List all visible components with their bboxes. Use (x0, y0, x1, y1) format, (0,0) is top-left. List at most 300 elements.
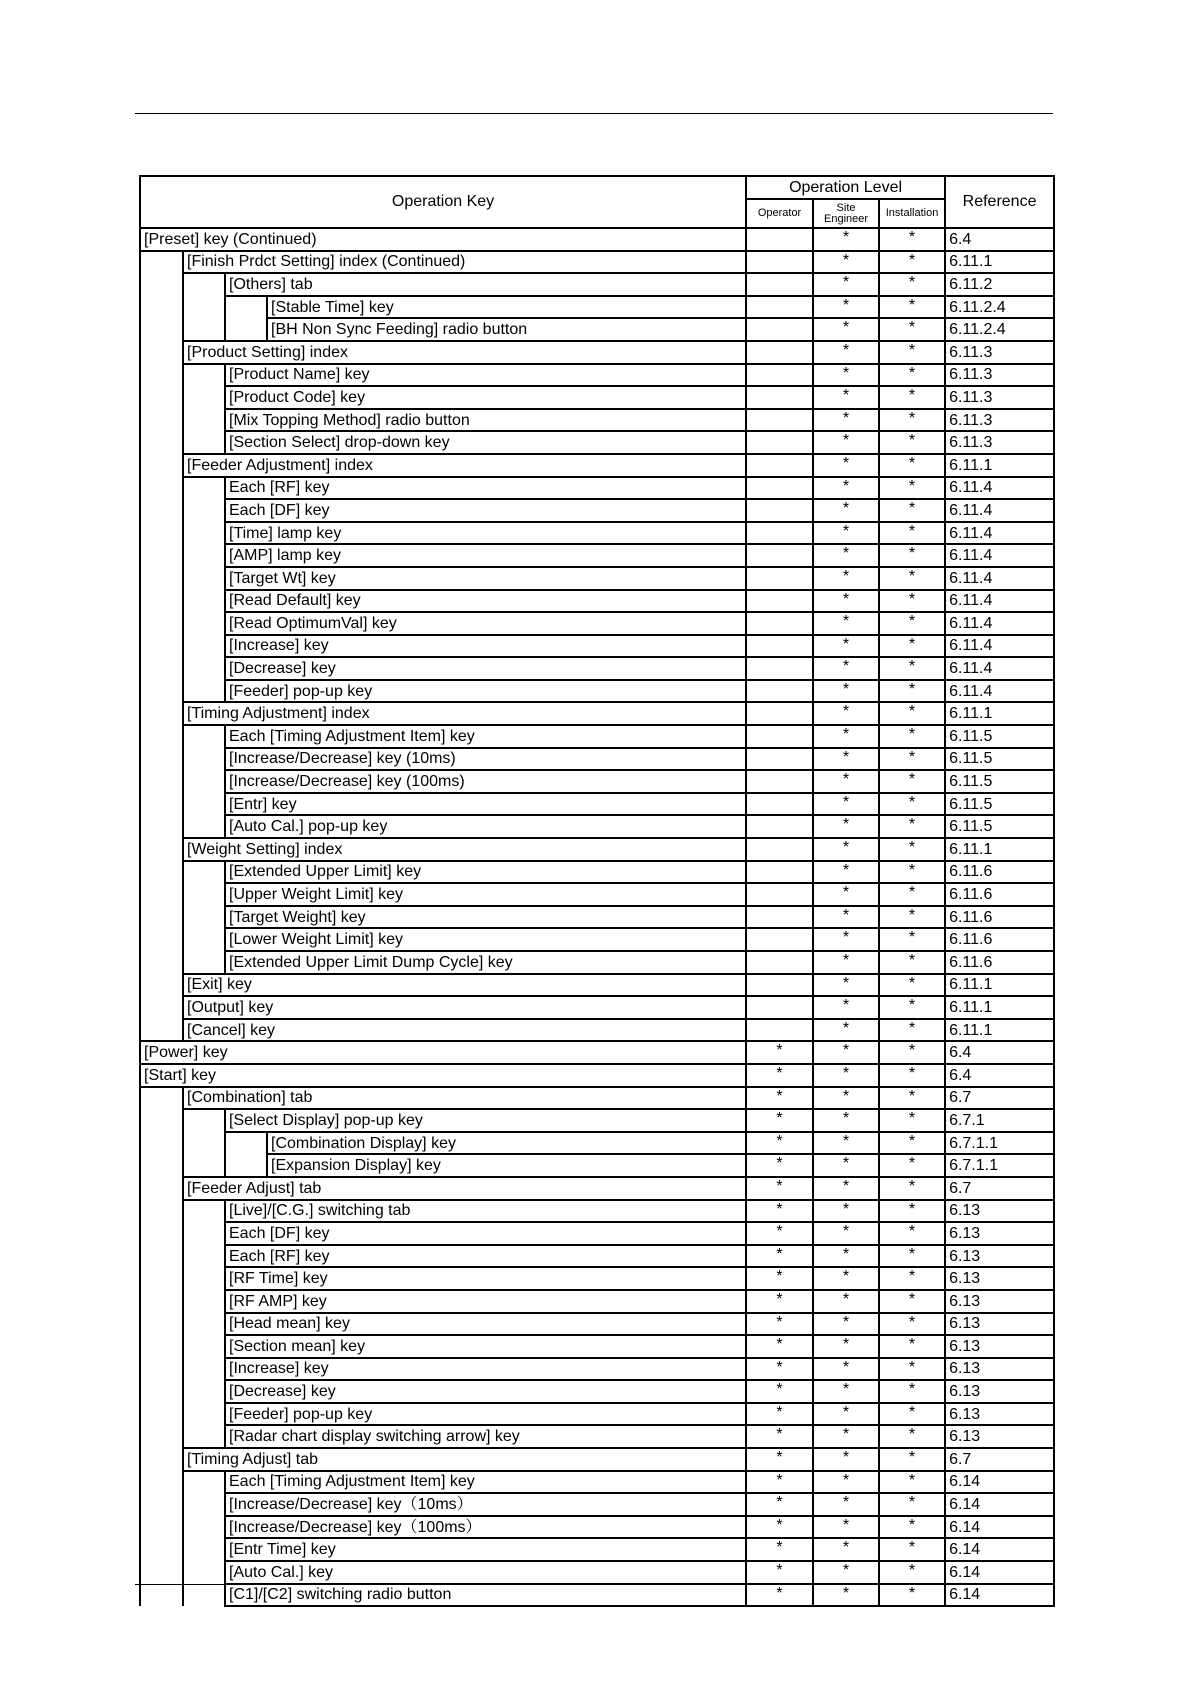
indent-cell (140, 928, 183, 951)
installation-cell: * (879, 883, 945, 906)
installation-cell: * (879, 567, 945, 590)
installation-cell: * (879, 1516, 945, 1539)
operator-cell (746, 883, 813, 906)
indent-cell (183, 544, 225, 567)
installation-cell: * (879, 725, 945, 748)
site-engineer-cell: * (813, 1019, 879, 1042)
operator-cell: * (746, 1471, 813, 1494)
table-row (140, 815, 1054, 838)
installation-cell: * (879, 1267, 945, 1290)
indent-cell (140, 748, 183, 771)
operator-cell (746, 364, 813, 387)
installation-cell: * (879, 1290, 945, 1313)
indent-cell (183, 612, 225, 635)
indent-cell (140, 273, 183, 296)
header-installation: Installation (879, 199, 945, 228)
site-engineer-cell: * (813, 702, 879, 725)
table-row (140, 544, 1054, 567)
table-row (140, 590, 1054, 613)
operator-cell (746, 996, 813, 1019)
table-row (140, 296, 1054, 319)
indent-cell (225, 1132, 267, 1155)
indent-cell (183, 793, 225, 816)
operator-cell (746, 522, 813, 545)
installation-cell: * (879, 1358, 945, 1381)
indent-cell (140, 861, 183, 884)
indent-cell (140, 296, 183, 319)
operation-key-cell: [Select Display] pop-up key (225, 1109, 746, 1132)
indent-cell (183, 364, 225, 387)
operation-key-cell: [Entr] key (225, 793, 746, 816)
operator-cell: * (746, 1222, 813, 1245)
operator-cell: * (746, 1335, 813, 1358)
indent-cell (183, 296, 225, 319)
indent-cell (140, 1471, 183, 1494)
reference-cell: 6.7.1.1 (945, 1154, 1054, 1177)
table-row (140, 1561, 1054, 1584)
operation-key-cell: [Auto Cal.] pop-up key (225, 815, 746, 838)
operation-key-cell: [Increase/Decrease] key (100ms) (225, 770, 746, 793)
table-row (140, 1267, 1054, 1290)
operator-cell: * (746, 1493, 813, 1516)
operator-cell (746, 793, 813, 816)
site-engineer-cell: * (813, 409, 879, 432)
operation-key-cell: [AMP] lamp key (225, 544, 746, 567)
reference-cell: 6.13 (945, 1403, 1054, 1426)
operator-cell (746, 544, 813, 567)
reference-cell: 6.11.1 (945, 1019, 1054, 1042)
reference-cell: 6.4 (945, 1064, 1054, 1087)
reference-cell: 6.14 (945, 1561, 1054, 1584)
header-operation-key: Operation Key (140, 176, 746, 228)
table-row (140, 228, 1054, 251)
site-engineer-cell: * (813, 838, 879, 861)
reference-cell: 6.11.3 (945, 431, 1054, 454)
operation-key-cell: [Start] key (140, 1064, 746, 1087)
operation-key-cell: [Output] key (183, 996, 746, 1019)
reference-cell: 6.11.5 (945, 815, 1054, 838)
site-engineer-cell: * (813, 1154, 879, 1177)
table-row (140, 499, 1054, 522)
indent-cell (183, 906, 225, 929)
table-row (140, 1380, 1054, 1403)
operation-key-cell: [Section mean] key (225, 1335, 746, 1358)
indent-cell (140, 544, 183, 567)
indent-cell (183, 409, 225, 432)
operation-key-cell: [Feeder] pop-up key (225, 1403, 746, 1426)
operation-key-cell: [Timing Adjust] tab (183, 1448, 746, 1471)
site-engineer-cell: * (813, 1448, 879, 1471)
reference-cell: 6.11.5 (945, 770, 1054, 793)
indent-cell (140, 1516, 183, 1539)
indent-cell (140, 815, 183, 838)
operator-cell: * (746, 1132, 813, 1155)
site-engineer-cell: * (813, 273, 879, 296)
installation-cell: * (879, 386, 945, 409)
reference-cell: 6.11.4 (945, 499, 1054, 522)
operator-cell (746, 431, 813, 454)
operation-key-cell: [RF Time] key (225, 1267, 746, 1290)
indent-cell (140, 1493, 183, 1516)
indent-cell (140, 1538, 183, 1561)
table-row (140, 567, 1054, 590)
reference-cell: 6.11.1 (945, 996, 1054, 1019)
operation-key-cell: [Power] key (140, 1041, 746, 1064)
operator-cell (746, 906, 813, 929)
operation-key-cell: [Product Code] key (225, 386, 746, 409)
indent-cell (183, 1245, 225, 1268)
installation-cell: * (879, 454, 945, 477)
indent-cell (140, 590, 183, 613)
indent-cell (183, 1154, 225, 1177)
table-row (140, 1313, 1054, 1336)
installation-cell: * (879, 702, 945, 725)
operation-key-cell: [C1]/[C2] switching radio button (225, 1584, 746, 1607)
table-row (140, 1538, 1054, 1561)
site-engineer-cell: * (813, 1109, 879, 1132)
indent-cell (140, 1448, 183, 1471)
indent-cell (140, 906, 183, 929)
reference-cell: 6.13 (945, 1358, 1054, 1381)
indent-cell (140, 1267, 183, 1290)
installation-cell: * (879, 1154, 945, 1177)
indent-cell (140, 454, 183, 477)
indent-cell (225, 318, 267, 341)
table-row (140, 725, 1054, 748)
installation-cell: * (879, 861, 945, 884)
table-row (140, 657, 1054, 680)
indent-cell (140, 364, 183, 387)
table-row (140, 251, 1054, 274)
operator-cell (746, 680, 813, 703)
indent-cell (140, 883, 183, 906)
installation-cell: * (879, 318, 945, 341)
operator-cell (746, 341, 813, 364)
installation-cell: * (879, 1403, 945, 1426)
site-engineer-cell: * (813, 612, 879, 635)
operation-key-cell: [Decrease] key (225, 657, 746, 680)
indent-cell (140, 477, 183, 500)
operator-cell: * (746, 1109, 813, 1132)
table-row (140, 702, 1054, 725)
site-engineer-cell: * (813, 477, 879, 500)
indent-cell (140, 1561, 183, 1584)
operation-key-cell: [Decrease] key (225, 1380, 746, 1403)
operation-key-cell: [Stable Time] key (267, 296, 746, 319)
installation-cell: * (879, 228, 945, 251)
indent-cell (140, 1335, 183, 1358)
operator-cell: * (746, 1358, 813, 1381)
indent-cell (140, 522, 183, 545)
reference-cell: 6.13 (945, 1313, 1054, 1336)
header-rule (135, 113, 1053, 114)
reference-cell: 6.7 (945, 1087, 1054, 1110)
site-engineer-cell: * (813, 793, 879, 816)
operator-cell (746, 725, 813, 748)
reference-cell: 6.11.4 (945, 567, 1054, 590)
operation-key-cell: [Extended Upper Limit] key (225, 861, 746, 884)
installation-cell: * (879, 793, 945, 816)
operation-key-cell: [Entr Time] key (225, 1538, 746, 1561)
operator-cell (746, 499, 813, 522)
installation-cell: * (879, 928, 945, 951)
site-engineer-cell: * (813, 657, 879, 680)
indent-cell (183, 1358, 225, 1381)
site-engineer-cell: * (813, 974, 879, 997)
indent-cell (183, 951, 225, 974)
indent-cell (140, 1109, 183, 1132)
reference-cell: 6.11.4 (945, 657, 1054, 680)
indent-cell (140, 657, 183, 680)
site-engineer-cell: * (813, 815, 879, 838)
indent-cell (140, 725, 183, 748)
indent-cell (140, 1154, 183, 1177)
reference-cell: 6.11.3 (945, 341, 1054, 364)
operator-cell (746, 838, 813, 861)
indent-cell (183, 748, 225, 771)
installation-cell: * (879, 1177, 945, 1200)
indent-cell (140, 1200, 183, 1223)
operator-cell: * (746, 1245, 813, 1268)
indent-cell (183, 1200, 225, 1223)
operation-key-cell: [Combination] tab (183, 1087, 746, 1110)
header-operation-level: Operation Level (746, 176, 945, 199)
table-row (140, 928, 1054, 951)
indent-cell (140, 251, 183, 274)
operator-cell: * (746, 1290, 813, 1313)
installation-cell: * (879, 635, 945, 658)
indent-cell (183, 928, 225, 951)
indent-cell (183, 1290, 225, 1313)
operator-cell (746, 861, 813, 884)
reference-cell: 6.14 (945, 1538, 1054, 1561)
table-row (140, 1493, 1054, 1516)
site-engineer-cell: * (813, 1380, 879, 1403)
operation-key-cell: [BH Non Sync Feeding] radio button (267, 318, 746, 341)
site-engineer-cell: * (813, 567, 879, 590)
indent-cell (140, 680, 183, 703)
operator-cell: * (746, 1267, 813, 1290)
table-row (140, 341, 1054, 364)
indent-cell (183, 1403, 225, 1426)
indent-cell (183, 861, 225, 884)
site-engineer-cell: * (813, 928, 879, 951)
reference-cell: 6.11.4 (945, 522, 1054, 545)
operation-key-cell: Each [DF] key (225, 499, 746, 522)
indent-cell (183, 431, 225, 454)
reference-cell: 6.11.1 (945, 838, 1054, 861)
indent-cell (183, 522, 225, 545)
operation-key-cell: [Increase/Decrease] key（100ms） (225, 1516, 746, 1539)
operator-cell: * (746, 1154, 813, 1177)
indent-cell (183, 590, 225, 613)
installation-cell: * (879, 544, 945, 567)
operator-cell (746, 951, 813, 974)
operation-key-cell: [Feeder Adjustment] index (183, 454, 746, 477)
operation-key-cell: [Target Weight] key (225, 906, 746, 929)
indent-cell (140, 793, 183, 816)
installation-cell: * (879, 974, 945, 997)
installation-cell: * (879, 522, 945, 545)
operator-cell: * (746, 1561, 813, 1584)
indent-cell (183, 770, 225, 793)
site-engineer-cell: * (813, 1493, 879, 1516)
indent-cell (140, 1222, 183, 1245)
table-row (140, 1358, 1054, 1381)
indent-cell (140, 1019, 183, 1042)
operation-key-cell: [Radar chart display switching arrow] key (225, 1425, 746, 1448)
indent-cell (183, 725, 225, 748)
table-row (140, 996, 1054, 1019)
site-engineer-cell: * (813, 1132, 879, 1155)
operator-cell (746, 454, 813, 477)
site-engineer-cell: * (813, 1267, 879, 1290)
indent-cell (140, 499, 183, 522)
indent-cell (140, 567, 183, 590)
indent-cell (140, 386, 183, 409)
operator-cell (746, 657, 813, 680)
indent-cell (140, 431, 183, 454)
site-engineer-cell: * (813, 1538, 879, 1561)
table-row (140, 1516, 1054, 1539)
operator-cell (746, 273, 813, 296)
reference-cell: 6.11.4 (945, 590, 1054, 613)
table-row (140, 1584, 1054, 1607)
installation-cell: * (879, 251, 945, 274)
site-engineer-cell: * (813, 228, 879, 251)
indent-cell (183, 477, 225, 500)
operator-cell (746, 386, 813, 409)
site-engineer-cell: * (813, 1087, 879, 1110)
table-row (140, 793, 1054, 816)
site-engineer-cell: * (813, 590, 879, 613)
table-row (140, 838, 1054, 861)
reference-cell: 6.4 (945, 1041, 1054, 1064)
table-row (140, 1177, 1054, 1200)
indent-cell (183, 1471, 225, 1494)
reference-cell: 6.14 (945, 1493, 1054, 1516)
site-engineer-cell: * (813, 1425, 879, 1448)
site-engineer-cell: * (813, 906, 879, 929)
reference-cell: 6.11.4 (945, 612, 1054, 635)
indent-cell (140, 1358, 183, 1381)
site-engineer-cell: * (813, 770, 879, 793)
installation-cell: * (879, 1471, 945, 1494)
reference-cell: 6.11.2.4 (945, 296, 1054, 319)
table-row (140, 1245, 1054, 1268)
installation-cell: * (879, 409, 945, 432)
table-row (140, 386, 1054, 409)
indent-cell (140, 409, 183, 432)
table-row (140, 861, 1054, 884)
operation-key-cell: [Section Select] drop-down key (225, 431, 746, 454)
operation-key-cell: [Feeder] pop-up key (225, 680, 746, 703)
site-engineer-cell: * (813, 296, 879, 319)
site-engineer-cell: * (813, 1177, 879, 1200)
reference-cell: 6.14 (945, 1516, 1054, 1539)
installation-cell: * (879, 770, 945, 793)
reference-cell: 6.13 (945, 1200, 1054, 1223)
indent-cell (140, 635, 183, 658)
indent-cell (183, 1516, 225, 1539)
operator-cell (746, 296, 813, 319)
installation-cell: * (879, 499, 945, 522)
installation-cell: * (879, 1538, 945, 1561)
table-row (140, 1448, 1054, 1471)
site-engineer-cell: * (813, 251, 879, 274)
operation-key-cell: [Finish Prdct Setting] index (Continued) (183, 251, 746, 274)
installation-cell: * (879, 1222, 945, 1245)
operator-cell (746, 567, 813, 590)
site-engineer-cell: * (813, 1064, 879, 1087)
reference-cell: 6.11.3 (945, 386, 1054, 409)
indent-cell (140, 1245, 183, 1268)
site-engineer-cell: * (813, 1041, 879, 1064)
indent-cell (183, 499, 225, 522)
reference-cell: 6.11.5 (945, 793, 1054, 816)
site-engineer-cell: * (813, 364, 879, 387)
reference-cell: 6.11.6 (945, 906, 1054, 929)
operator-cell (746, 318, 813, 341)
installation-cell: * (879, 1041, 945, 1064)
operation-key-cell: [Extended Upper Limit Dump Cycle] key (225, 951, 746, 974)
site-engineer-cell: * (813, 635, 879, 658)
indent-cell (140, 951, 183, 974)
table-row (140, 680, 1054, 703)
operator-cell: * (746, 1425, 813, 1448)
table-row (140, 477, 1054, 500)
reference-cell: 6.11.1 (945, 454, 1054, 477)
installation-cell: * (879, 364, 945, 387)
operation-key-cell: [Preset] key (Continued) (140, 228, 746, 251)
indent-cell (140, 1087, 183, 1110)
installation-cell: * (879, 1245, 945, 1268)
indent-cell (140, 1132, 183, 1155)
site-engineer-cell: * (813, 1222, 879, 1245)
operation-key-cell: [Exit] key (183, 974, 746, 997)
operation-key-cell: [Product Setting] index (183, 341, 746, 364)
operation-key-cell: [Cancel] key (183, 1019, 746, 1042)
installation-cell: * (879, 1132, 945, 1155)
installation-cell: * (879, 1019, 945, 1042)
reference-cell: 6.11.5 (945, 725, 1054, 748)
site-engineer-cell: * (813, 883, 879, 906)
operator-cell (746, 974, 813, 997)
reference-cell: 6.11.2.4 (945, 318, 1054, 341)
table-row (140, 409, 1054, 432)
header-reference: Reference (945, 176, 1054, 228)
operation-key-cell: [Time] lamp key (225, 522, 746, 545)
operation-key-cell: [Weight Setting] index (183, 838, 746, 861)
table-row (140, 1064, 1054, 1087)
indent-cell (183, 318, 225, 341)
operation-key-cell: Each [RF] key (225, 477, 746, 500)
indent-cell (140, 318, 183, 341)
table-row (140, 748, 1054, 771)
operator-cell (746, 928, 813, 951)
reference-cell: 6.13 (945, 1425, 1054, 1448)
operator-cell: * (746, 1538, 813, 1561)
header-site-engineer: Site Engineer (813, 199, 879, 228)
indent-cell (183, 1561, 225, 1584)
indent-cell (183, 883, 225, 906)
site-engineer-cell: * (813, 1358, 879, 1381)
reference-cell: 6.14 (945, 1471, 1054, 1494)
reference-cell: 6.13 (945, 1245, 1054, 1268)
operation-key-cell: [Mix Topping Method] radio button (225, 409, 746, 432)
reference-cell: 6.11.4 (945, 680, 1054, 703)
operator-cell: * (746, 1380, 813, 1403)
